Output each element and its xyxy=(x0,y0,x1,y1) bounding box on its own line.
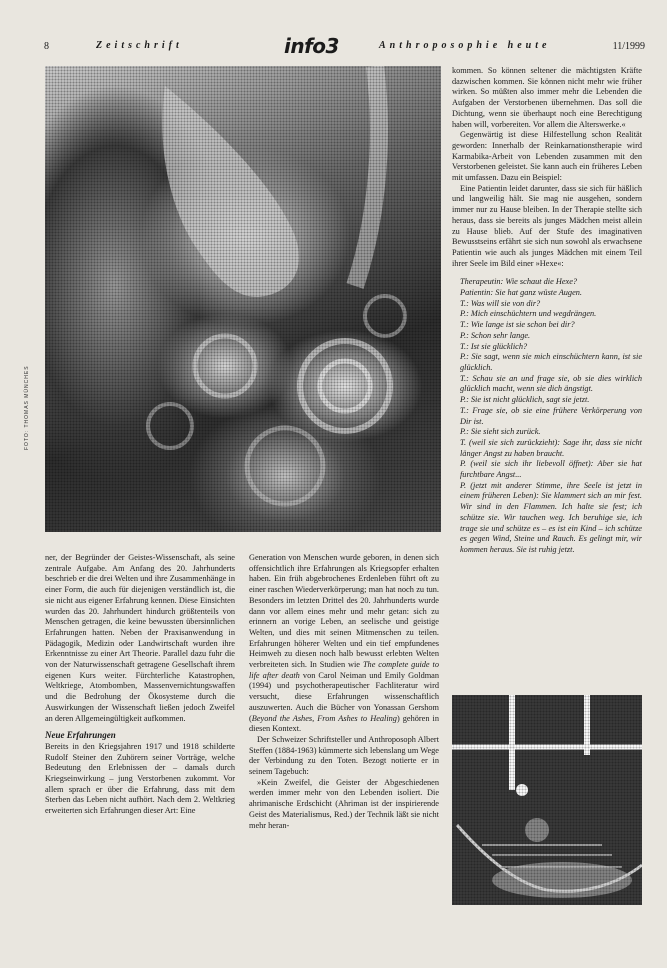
paragraph: Gegenwärtig ist diese Hilfestellung schon Realität geworden: Innerhalb der Reinkarnationstherapie wird Karmabika-Arbeit von Lebenden zusammen mit den Verstorbenen geleistet. Sie kann auch ein früheres Leben mit umfassen. Dazu ein Beispiel: xyxy=(452,130,642,183)
halftone-overlay xyxy=(452,695,642,905)
quote-paragraph: »Kein Zweifel, die Geister der Abgeschiedenen werden immer mehr von den Lebenden isoliert. Die ahrimanische Erdschicht (Ahriman ist der inspirierende Geist des Materialismus, Red.) der Technik läßt sie nicht mehr heran- xyxy=(249,777,439,830)
glass-window-photo xyxy=(452,695,642,905)
hand-with-roses-photo xyxy=(45,66,441,532)
magazine-label: Zeitschrift xyxy=(96,40,183,51)
dialogue-line: T. (weil sie sich zurückzieht): Sage ihr, dass sie nicht länger Angst zu haben braucht. xyxy=(460,437,642,458)
text-column-2 xyxy=(249,553,439,831)
dialogue-line: T.: Ist sie glücklich? xyxy=(460,341,528,351)
paragraph: Bereits in den Kriegsjahren 1917 und 1918 schilderte Rudolf Steiner den Zuhörern seiner Vorträge, welche Bedeutung den Erlebnissen der – damals durch Kriegseinwirkung – jung Verstorbenen zukommt. Vor allem sprach er über die Erfahrung, dass mit dem Sterben das Leben nicht aufhört. Nach dem 2. Weltkrieg erweiterten sich Erfahrungen dieser Art: Eine xyxy=(45,741,235,816)
dialogue-line: P.: Sie sagt, wenn sie mich einschüchtern kann, ist sie glücklich. xyxy=(460,352,642,372)
dialogue-line: Therapeutin: Wie schaut die Hexe? xyxy=(460,277,578,287)
dialogue-line: P.: Sie ist nicht glücklich, sagt sie jetzt. xyxy=(460,395,590,405)
dialogue-line: T.: Schau sie an und frage sie, ob sie dies wirklich glücklich macht, wenn sie dich ängstigt. xyxy=(460,373,642,394)
paragraph: Generation von Menschen wurde geboren, in denen sich offensichtlich ihre Erfahrungen als Kriegsopfer erhalten haben. Ein früh abgebrochenes Erdenleben führt oft zu einer raschen Wiederverkörperung; man hat noch zu tun. Besonders im letzten Drittel des 20. Jahrhunderts wurde dann vor allem eines mehr und mehr getan: sich zu erinnern an vorige Leben, an seelische und geistige Welten, und dies mit seinen Mitmenschen zu teilen. Erfahrungen höherer Welten und ein tief empfundenes Heimweh zu diesen noch halb bewusst erlebten Welten verbreiteten sich. In Studien wie The complete guide to life after death von Carol Neiman und Emily Goldman (1994) und psychotherapeutischer Fachliteratur wird versucht, diese Erfahrungen wissenschaftlich auszuwerten. Auch die Bücher von Yonassan Gershom (Beyond the Ashes, From Ashes to Healing) gehören in diesen Kontext. xyxy=(249,553,440,734)
text-column-1 xyxy=(45,553,235,817)
halftone-overlay xyxy=(45,66,441,532)
dialogue-line: P.: Sie sieht sich zurück. xyxy=(460,427,541,437)
page-header xyxy=(44,34,645,60)
paragraph: Der Schweizer Schriftsteller und Anthroposoph Albert Steffen (1884-1963) kümmerte sich lebenslang um Wege der Verbindung zu den Toten. Bezogt notierte er in seinem Tagebuch: xyxy=(249,734,439,777)
paragraph: ner, der Begründer der Geistes-Wissenschaft, als seine zentrale Aufgabe. Am Anfang des 20. Jahrhunderts beschrieb er die drei Welten und ihre Zusammenhänge in einer Form, die auch für diejenigen verständlich ist, die sie nicht aus eigener Erfahrung kennen. Diese Einsichten wurden das 20. Jahrhundert hindurch größtenteils von Menschen getragen, die keine bewussten übersinnlichen Erfahrungen hatten. Neben der Praxisanwendung in Pädagogik, Medizin oder Landwirtschaft wurden ihre Erkenntnisse zu einer Art Theorie. Parallel dazu fuhr die von der Naturwissenschaft getragene Gesellschaft ihrem eigenen Kurs weiter. Fürchterliche Katastrophen, Weltkriege, Atombomben, Massenvernichtungswaffen und die Bedrohung der Ökosysteme durch die Auswirkungen der Wissenschaft ließen jedoch Zweifel an deren Allgemeingültigkeit aufkommen. xyxy=(45,553,235,723)
dialogue-line: Patientin: Sie hat ganz wüste Augen. xyxy=(460,288,582,298)
book-title: The complete guide to life after death xyxy=(249,660,439,680)
magazine-subtitle: Anthroposophie heute xyxy=(379,40,551,51)
info3-logo: info3 xyxy=(284,34,339,58)
dialogue-line: T.: Frage sie, ob sie eine frühere Verkörperung von Dir ist. xyxy=(460,405,642,426)
text-column-3 xyxy=(452,66,642,556)
dialogue-line: P.: Schon sehr lange. xyxy=(460,330,531,340)
dialogue-line: P. (jetzt mit anderer Stimme, ihre Seele ist jetzt in einem früheren Leben): Sie klammert sich an mir fest. Wir sind in den Flammen. Ich halte sie fest; ich schütze sie. Wir tauchen weg. Ich beruhige sie, ich trage sie und schütze es – es ist ein Kind – ich schütze es gegen Wind, Steine und Rauch. Es gelingt mir, wir kommen heraus. Sie ist ruhig jetzt. xyxy=(460,480,642,554)
section-heading: Neue Erfahrungen xyxy=(45,730,116,741)
dialogue-line: P.: Mich einschüchtern und wegdrängen. xyxy=(460,309,597,319)
dialogue-line: T.: Wie lange ist sie schon bei dir? xyxy=(460,320,575,330)
paragraph: Eine Patientin leidet darunter, dass sie sich für häßlich und langweilig hält. Sie mag nie ausgehen, sondern immer nur zu Hause bleiben. In der Therapie stellte sich heraus, dass sie bereits als junges Mädchen meist allein zu Hause blieb. Auf der Stufe des imaginativen Bewusstseins erfährt sie sich nun sowohl als erwachsene Patientin wie auch als junges Mädchen mit einem Teil ihrer Seele im Bild einer »Hexe«: xyxy=(452,183,642,268)
dialogue-line: P. (weil sie sich ihr liebevoll öffnet): Aber sie hat furchtbare Angst... xyxy=(460,459,642,480)
paragraph: kommen. So können seltener die mächtigsten Kräfte dazwischen kommen. Sie können nicht mehr wie früher wirken. So müßten also immer mehr die Lebenden die Aufgaben der Verstorbenen übernehmen. Das soll die Dichtung, wenn sie überhaupt noch eine Berechtigung haben will, vorbereiten. Vor allem die Alterswerke.« xyxy=(452,66,642,129)
dialogue-line: T.: Was will sie von dir? xyxy=(460,298,541,308)
book-title: Beyond the Ashes, From Ashes to Healing xyxy=(251,713,397,723)
issue-number: 11/1999 xyxy=(612,41,645,52)
page-number: 8 xyxy=(44,41,49,52)
photo-credit: FOTO: THOMAS MÜNCHES xyxy=(24,365,30,450)
